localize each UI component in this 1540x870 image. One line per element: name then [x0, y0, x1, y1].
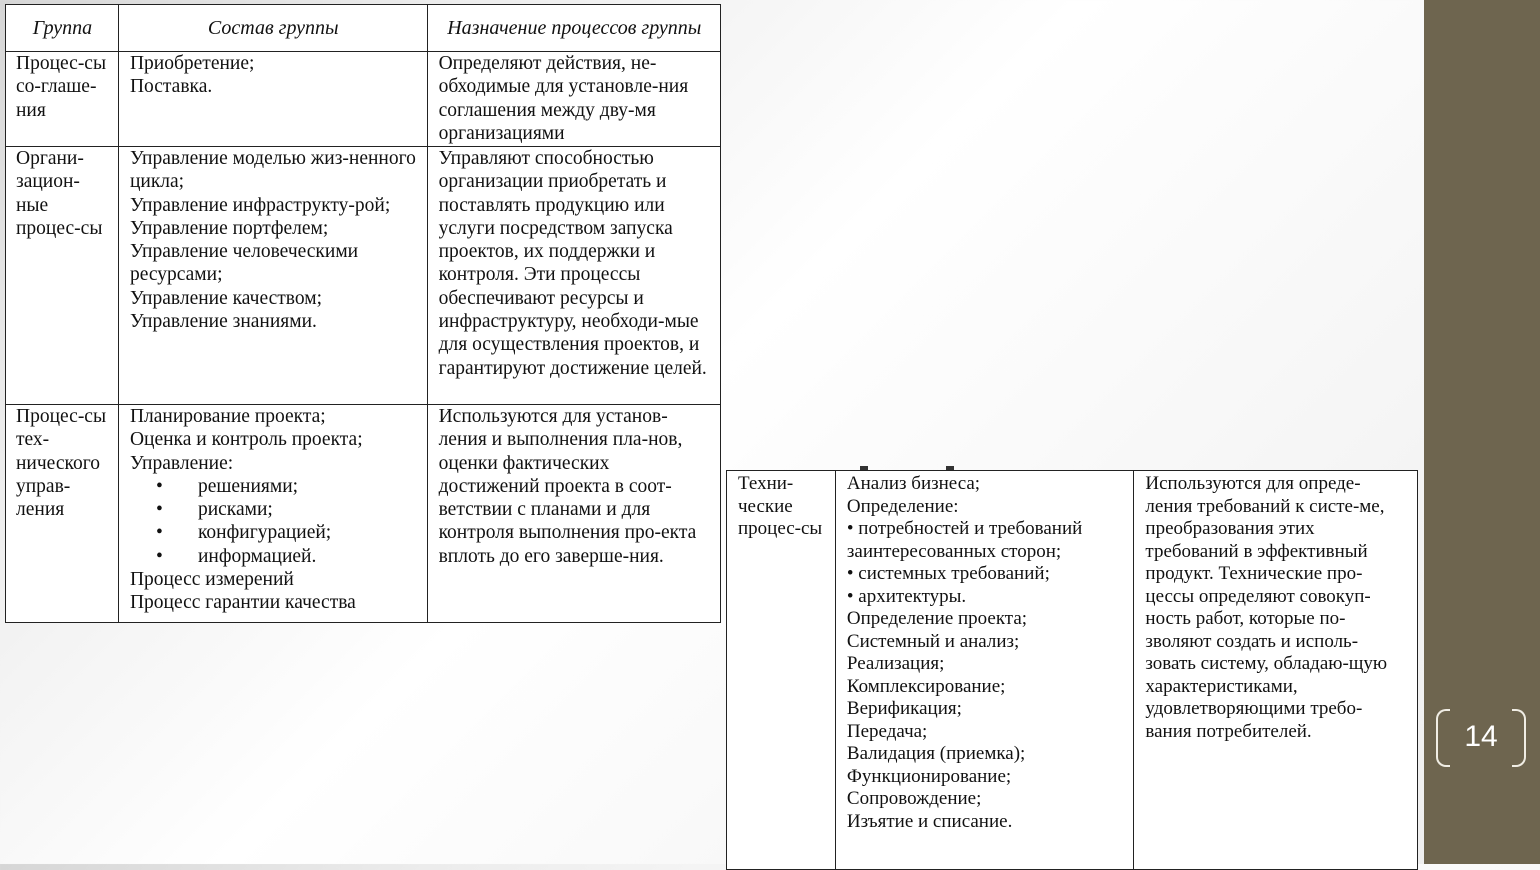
group-cell: Процес-сы со-глаше-ния — [6, 52, 119, 147]
member-item: Планирование проекта; — [129, 406, 326, 427]
header-group: Группа — [6, 5, 119, 52]
member-item: Управление знаниями. — [129, 311, 317, 333]
table-header-row — [6, 5, 721, 52]
member-item: Верификация; — [846, 698, 962, 719]
member-item: Приобретение; — [129, 53, 255, 74]
member-item: Передача; — [846, 720, 928, 742]
member-item: Валидация (приемка); — [846, 743, 1026, 764]
member-item: Управление портфелем; — [129, 217, 329, 239]
member-item: Процесс измерений — [129, 569, 294, 591]
members-cell — [118, 405, 427, 623]
member-item: Поставка. — [129, 76, 213, 98]
members-cell — [118, 147, 427, 405]
member-item: Системный и анализ; — [846, 630, 1020, 652]
header-purpose: Назначение процессов группы — [427, 5, 720, 52]
group-cell: Техни-ческие процес-сы — [727, 471, 836, 870]
table-row — [727, 471, 1418, 870]
member-bullet-item: • решениями; — [130, 475, 417, 498]
members-cell — [118, 52, 427, 147]
member-item: Определение проекта; — [846, 608, 1028, 629]
member-item: Сопровождение; — [846, 788, 982, 809]
member-item: Управление качеством; — [129, 287, 323, 309]
page-number: 14 — [1464, 720, 1498, 753]
group-cell: Процес-сы тех-нического управ-ления — [6, 405, 119, 623]
purpose-cell: Определяют действия, не-обходимые для установле-ния соглашения между дву-мя организациями — [427, 52, 720, 147]
process-groups-table — [5, 4, 721, 623]
member-item: Реализация; — [846, 653, 945, 674]
member-item: Комплексирование; — [846, 675, 1006, 697]
member-bullet-item: • рисками; — [130, 498, 417, 521]
member-item: Управление человеческими ресурсами; — [129, 241, 359, 286]
member-item: • архитектуры. — [846, 585, 967, 607]
table-fragment-stub — [850, 462, 980, 470]
purpose-cell: Используются для установ-ления и выполнения пла-нов, оценки фактических достижений проекта в соот-ветствии с планами и для контроля выполнения про-екта вплоть до его заверше-ния. — [427, 405, 720, 623]
table-row — [6, 147, 721, 405]
member-item: Управление: — [129, 452, 234, 474]
member-item: • потребностей и требований заинтересованных сторон; — [846, 518, 1083, 562]
table-row — [6, 405, 721, 623]
group-cell: Органи-зацион-ные процес-сы — [6, 147, 119, 405]
purpose-cell: Используются для опреде-ления требований к систе-ме, преобразования этих требований в эффективный продукт. Технические про-цессы определяют совокуп-ность работ, которые по-зволяют создать и исполь-зовать систему, обладаю-щую характеристиками, удовлетворяющими требо-вания потребителей. — [1134, 471, 1418, 870]
table-row — [6, 52, 721, 147]
member-item: Определение: — [846, 495, 959, 517]
member-item: Анализ бизнеса; — [846, 473, 981, 494]
technical-processes-table — [726, 470, 1418, 870]
members-cell — [835, 471, 1134, 870]
member-item: Управление инфраструкту-рой; — [129, 194, 391, 216]
member-bullet-item: • конфигурацией; — [130, 521, 417, 544]
page-number-badge — [1432, 705, 1530, 769]
member-item: Управление моделью жиз-ненного цикла; — [129, 148, 416, 193]
bracket-right-icon — [1512, 709, 1526, 767]
member-item: Изъятие и списание. — [846, 810, 1013, 832]
member-item: Оценка и контроль проекта; — [129, 429, 363, 451]
purpose-cell: Управляют способностью организации приобретать и поставлять продукцию или услуги посредством запуска проектов, их поддержки и контроля. Эти процессы обеспечивают ресурсы и инфраструктуру, необходи-мые для осуществления проектов, и гарантируют достижение целей. — [427, 147, 720, 405]
member-item: Процесс гарантии качества — [129, 592, 356, 614]
header-members: Состав группы — [118, 5, 427, 52]
member-item: • системных требований; — [846, 563, 1050, 584]
member-bullet-item: • информацией. — [130, 545, 417, 568]
member-item: Функционирование; — [846, 765, 1012, 787]
